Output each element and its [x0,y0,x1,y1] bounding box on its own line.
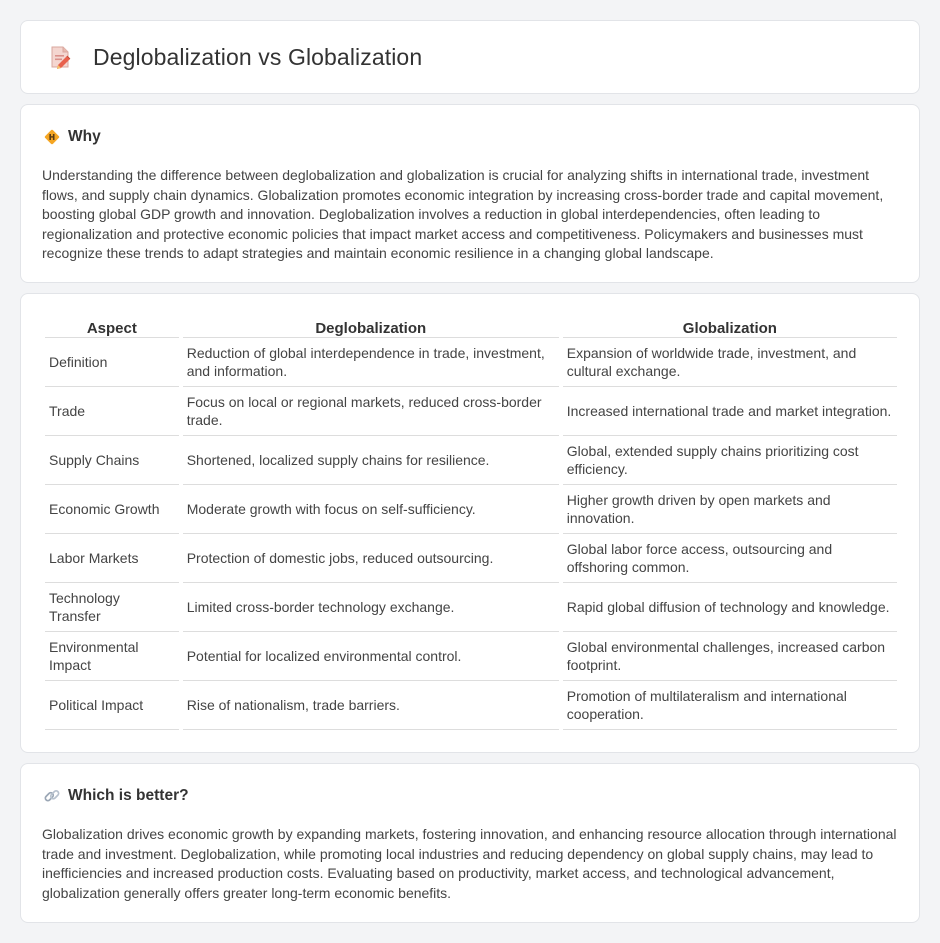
cell-globalization: Higher growth driven by open markets and innovation. [563,485,897,534]
link-icon [43,787,61,805]
cell-deglobalization: Moderate growth with focus on self-sufficiency. [183,485,559,534]
cell-globalization: Expansion of worldwide trade, investment, and cultural exchange. [563,338,897,387]
table-row [45,387,897,436]
comparison-table [41,316,901,730]
header-globalization: Globalization [563,316,897,338]
cell-globalization: Global environmental challenges, increased carbon footprint. [563,632,897,681]
why-card [20,104,920,283]
table-header-row [45,316,897,338]
cell-globalization: Global, extended supply chains prioritizing cost efficiency. [563,436,897,485]
cell-globalization: Increased international trade and market integration. [563,387,897,436]
header-deglobalization: Deglobalization [183,316,559,338]
cell-aspect: Environmental Impact [45,632,179,681]
cell-deglobalization: Potential for localized environmental control. [183,632,559,681]
table-row [45,534,897,583]
cell-aspect: Political Impact [45,681,179,730]
cell-deglobalization: Protection of domestic jobs, reduced outsourcing. [183,534,559,583]
cell-deglobalization: Limited cross-border technology exchange. [183,583,559,632]
header-aspect: Aspect [45,316,179,338]
comparison-card [20,293,920,753]
cell-aspect: Economic Growth [45,485,179,534]
table-row [45,681,897,730]
cell-aspect: Technology Transfer [45,583,179,632]
which-better-heading: Which is better? [68,787,189,804]
document-edit-icon [47,44,73,70]
cell-globalization: Rapid global diffusion of technology and knowledge. [563,583,897,632]
cell-deglobalization: Rise of nationalism, trade barriers. [183,681,559,730]
table-row [45,583,897,632]
cell-aspect: Definition [45,338,179,387]
which-better-text: Globalization drives economic growth by expanding markets, fostering innovation, and enhancing resource allocation through international trade and investment. Deglobalization, while promoting local industries and reducing dependency on global supply chains, may lead to inefficiencies and increased production costs. Evaluating based on productivity, market access, and technological advancement, globalization generally offers greater long-term economic benefits. [42,826,897,901]
why-heading: Why [68,128,101,145]
cell-aspect: Supply Chains [45,436,179,485]
cell-aspect: Trade [45,387,179,436]
table-row [45,485,897,534]
table-row [45,338,897,387]
cell-globalization: Global labor force access, outsourcing and offshoring common. [563,534,897,583]
cell-globalization: Promotion of multilateralism and international cooperation. [563,681,897,730]
cell-deglobalization: Reduction of global interdependence in trade, investment, and information. [183,338,559,387]
diamond-sign-icon [43,128,61,146]
which-better-card [20,763,920,923]
table-row [45,632,897,681]
why-text: Understanding the difference between deglobalization and globalization is crucial for analyzing shifts in international trade, investment flows, and supply chain dynamics. Globalization promotes economic integration by increasing cross-border trade and capital movement, boosting global GDP growth and innovation. Deglobalization involves a reduction in global interdependencies, often leading to regionalization and protective economic policies that impact market access and competitiveness. Policymakers and businesses must recognize these trends to adapt strategies and maintain economic resilience in a changing global landscape. [42,167,884,262]
title-card [20,20,920,94]
table-row [45,436,897,485]
cell-aspect: Labor Markets [45,534,179,583]
cell-deglobalization: Shortened, localized supply chains for resilience. [183,436,559,485]
cell-deglobalization: Focus on local or regional markets, reduced cross-border trade. [183,387,559,436]
page-title: Deglobalization vs Globalization [93,43,423,70]
